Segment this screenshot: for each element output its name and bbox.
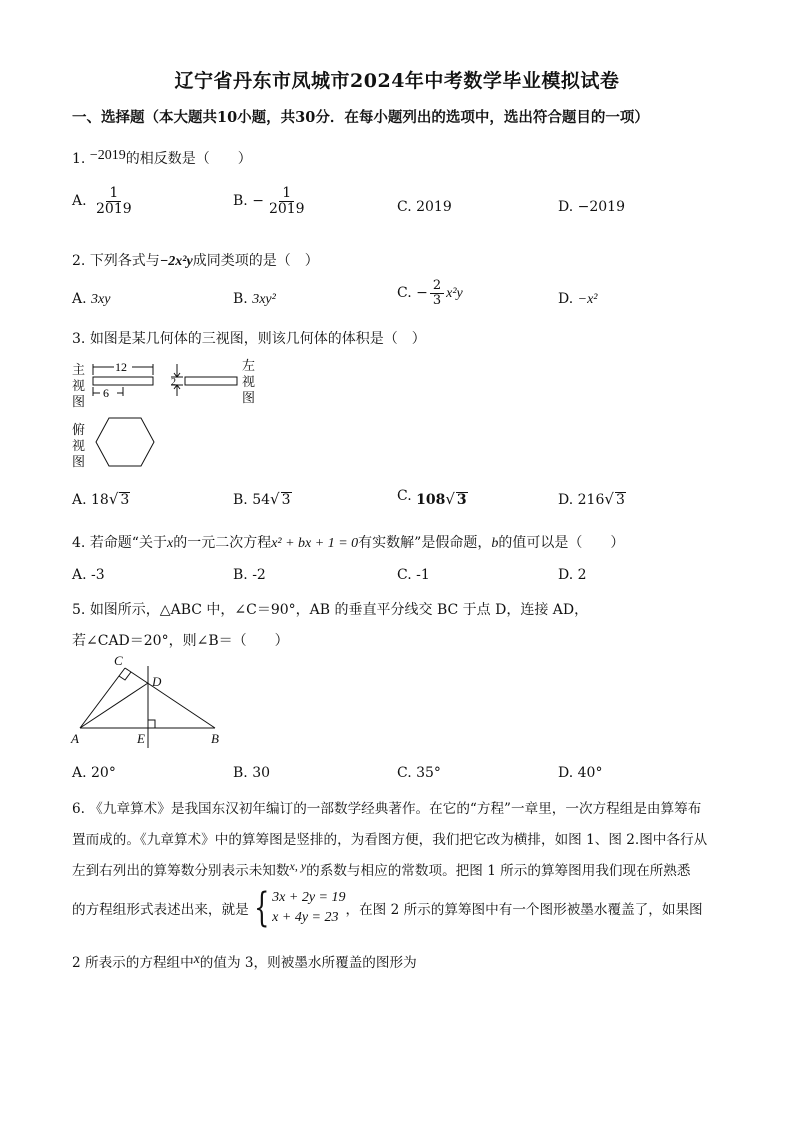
- question-text: 的系数与相应的常数项。把图 1 所示的算筹图用我们现在所熟悉: [306, 863, 691, 879]
- variable: x: [193, 951, 200, 966]
- question-6-line5: [72, 951, 417, 971]
- q5-option-c[interactable]: C. 35°: [397, 765, 441, 781]
- denominator: 2019: [268, 200, 305, 217]
- label-c: C: [114, 653, 123, 668]
- question-number: 1.: [72, 151, 86, 167]
- question-5-line2: 若∠CAD＝20°，则∠B＝（ ）: [72, 633, 289, 649]
- q4-option-c[interactable]: C. -1: [397, 567, 430, 583]
- top-view-char2: 视: [72, 438, 86, 453]
- equation-1: 3x + 2y = 19: [272, 890, 346, 905]
- radicand: 3: [120, 492, 130, 508]
- minus-sign: −: [252, 193, 264, 210]
- top-view-char1: 俯: [72, 422, 86, 437]
- q4-option-b[interactable]: B. -2: [233, 567, 266, 583]
- question-text: 的相反数是（ ）: [125, 151, 252, 167]
- dim-half: 6: [103, 386, 109, 400]
- fraction: [93, 186, 135, 216]
- equation-2: x + 4y = 23: [272, 910, 339, 926]
- q3-option-c[interactable]: C. 108√ 3: [397, 488, 467, 508]
- question-2: [72, 250, 319, 270]
- option-label: D.: [558, 291, 574, 307]
- question-6-line2: 置而成的。《九章算术》中的算筹图是竖排的，为看图方便，我们把它改为横排，如图 1、图 2.图中各行从: [72, 832, 708, 848]
- main-view-char3: 图: [72, 394, 86, 409]
- question-text: 的值可以是（ ）: [498, 535, 625, 551]
- main-view-char2: 视: [72, 378, 86, 393]
- question-number: 2.: [72, 253, 86, 269]
- right-angle-e: [148, 720, 155, 728]
- q3-option-b[interactable]: B. 54√ 3: [233, 490, 291, 508]
- top-view-hexagon: [96, 418, 154, 466]
- question-text: 的一元二次方程: [173, 535, 272, 551]
- question-number: 3.: [72, 331, 86, 347]
- q4-option-a[interactable]: A. -3: [72, 567, 105, 583]
- dim-width: 12: [115, 360, 127, 374]
- variables: x, y: [289, 859, 307, 873]
- top-view-char3: 图: [72, 454, 86, 469]
- label-b: B: [211, 731, 219, 746]
- option-label: A.: [72, 291, 87, 307]
- section-heading: 一、选择题（本大题共10小题，共30分．在每小题列出的选项中，选出符合题目的一项）: [72, 109, 649, 126]
- denominator: 3: [432, 292, 442, 308]
- q3-option-d[interactable]: D. 216√ 3: [558, 490, 625, 508]
- question-text: 如图是某几何体的三视图，则该几何体的体积是（ ）: [89, 331, 426, 347]
- option-label: B.: [233, 193, 248, 210]
- question-text: 2 所表示的方程组中: [72, 955, 194, 971]
- q5-option-d[interactable]: D. 40°: [558, 765, 603, 781]
- question-6-line3: [72, 859, 690, 879]
- coefficient: 18: [91, 492, 109, 508]
- option-expression: −x²: [577, 292, 598, 307]
- option-label: C.: [397, 285, 412, 302]
- fraction: [430, 279, 444, 307]
- radicand: 3: [615, 492, 625, 508]
- q2-option-c[interactable]: [397, 279, 463, 307]
- option-label: A.: [72, 193, 87, 210]
- question-text: 成同类项的是（ ）: [192, 253, 319, 269]
- q2-option-a[interactable]: [72, 291, 110, 308]
- radicand: 3: [281, 492, 291, 508]
- q5-option-b[interactable]: B. 30: [233, 765, 271, 781]
- q1-option-d[interactable]: D. −2019: [558, 199, 625, 215]
- q1-option-a[interactable]: [72, 186, 137, 216]
- main-view-rect: [93, 377, 153, 385]
- page-title: 辽宁省丹东市凤城市2024年中考数学毕业模拟试卷: [174, 70, 620, 92]
- equation: x² + bx + 1 = 0: [271, 536, 359, 551]
- q4-option-d[interactable]: D. 2: [558, 567, 587, 583]
- option-expression: 3xy²: [252, 292, 276, 307]
- option-label: A.: [72, 492, 87, 508]
- q2-option-b[interactable]: [233, 291, 276, 308]
- option-label: D.: [558, 492, 574, 508]
- question-expression: −2019: [89, 148, 126, 163]
- question-text: 下列各式与: [89, 253, 160, 269]
- q1-option-c[interactable]: C. 2019: [397, 199, 452, 215]
- equation-system: { 3x + 2y = 19 x + 4y = 23: [253, 885, 346, 932]
- question-6-line1: 6. 《九章算术》是我国东汉初年编订的一部数学经典著作。在它的“方程”一章里，一次方程组是由算筹布: [72, 801, 702, 817]
- radicand: 3: [456, 492, 467, 508]
- numerator: 1: [279, 186, 294, 202]
- question-expression: −2x²y: [159, 254, 193, 269]
- q3-option-a[interactable]: A. 18√ 3: [72, 490, 130, 508]
- left-view-char2: 视: [242, 374, 256, 389]
- label-d: D: [152, 674, 162, 689]
- question-text: 的值为 3，则被墨水所覆盖的图形为: [199, 955, 417, 971]
- coefficient: 54: [252, 492, 271, 508]
- question-number: 5.: [72, 602, 86, 618]
- left-view-char1: 左: [242, 358, 256, 373]
- question-text: 的方程组形式表述出来，就是: [72, 902, 249, 919]
- left-view-rect: [185, 377, 237, 385]
- coefficient: 108: [416, 492, 446, 508]
- question-text: ，在图 2 所示的算筹图中有一个图形被墨水覆盖了，如果图: [345, 902, 703, 919]
- three-view-figure: [68, 356, 268, 474]
- q5-option-a[interactable]: A. 20°: [72, 765, 116, 781]
- dim-height: 2: [171, 377, 176, 388]
- question-5: [72, 599, 588, 619]
- question-4: [72, 532, 624, 552]
- question-text: 若命题“关于: [89, 535, 167, 551]
- question-3: [72, 328, 426, 348]
- question-text: 如图所示，△ABC 中，∠C＝90°，AB 的垂直平分线交 BC 于点 D，连接 AD，: [89, 602, 589, 618]
- option-expression: x²y: [446, 286, 463, 302]
- q2-option-d[interactable]: [558, 291, 598, 308]
- question-number: 4.: [72, 535, 86, 551]
- variable: x: [166, 536, 174, 551]
- fraction: [266, 186, 308, 216]
- triangle-figure: [68, 652, 238, 752]
- label-a: A: [71, 731, 79, 746]
- coefficient: 216: [577, 492, 605, 508]
- label-e: E: [137, 731, 145, 746]
- question-text: 有实数解”是假命题，: [358, 535, 492, 551]
- question-6-line4: [72, 885, 703, 932]
- numerator: 2: [430, 279, 444, 294]
- left-view-char3: 图: [242, 390, 256, 405]
- question-1: [72, 148, 252, 168]
- minus-sign: −: [416, 285, 428, 302]
- numerator: 1: [106, 186, 121, 202]
- option-label: B.: [233, 492, 248, 508]
- question-text: 左到右列出的算筹数分别表示未知数: [72, 863, 290, 879]
- variable: b: [491, 536, 499, 551]
- option-expression: 3xy: [91, 292, 111, 307]
- option-label: B.: [233, 291, 248, 307]
- option-label: C.: [397, 488, 412, 504]
- segment-ad: [80, 683, 148, 728]
- main-view-char1: 主: [72, 362, 86, 377]
- denominator: 2019: [96, 200, 132, 217]
- q1-option-b[interactable]: [233, 186, 310, 216]
- segment-cb: [125, 668, 215, 728]
- segment-ac: [80, 668, 125, 728]
